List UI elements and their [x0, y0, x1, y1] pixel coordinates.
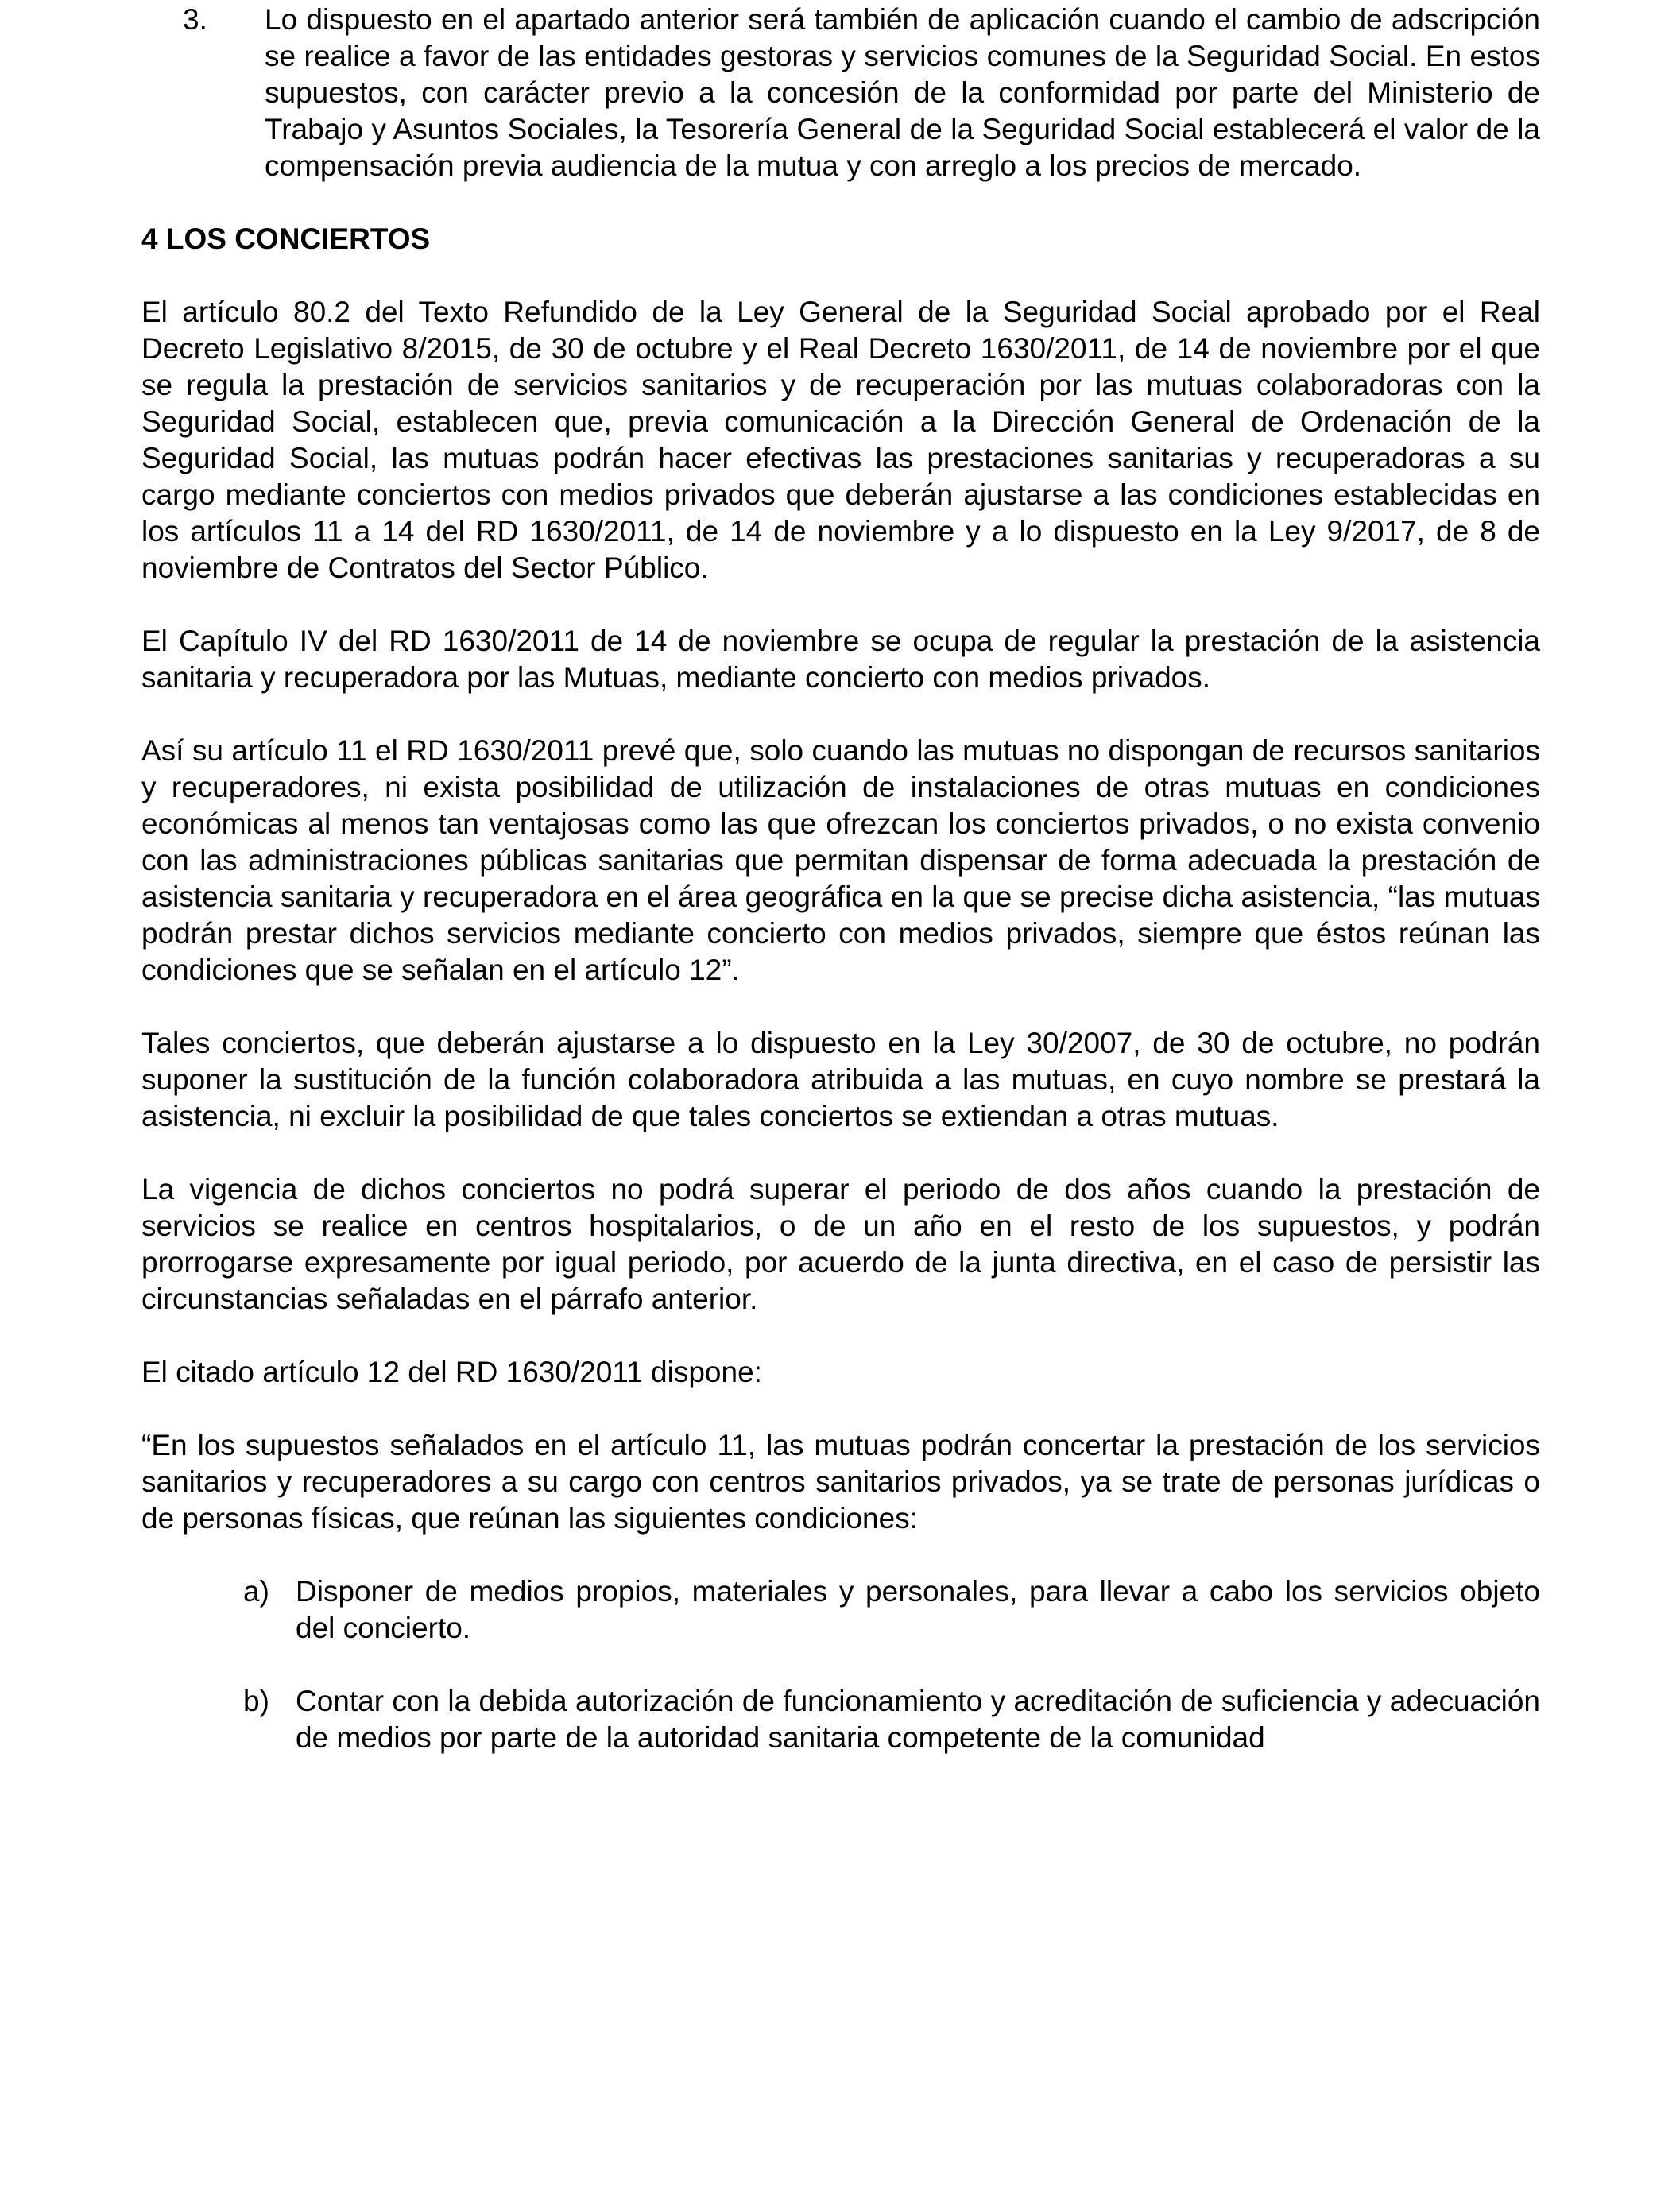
condition-letter: a) [243, 1575, 269, 1608]
numbered-item-3 [141, 2, 1540, 184]
section-heading: 4 LOS CONCIERTOS [141, 223, 431, 255]
paragraph-quote: “En los supuestos señalados en el artículo 11, las mutuas podrán concertar la prestación de los servicios sanitarios y recuperadores a su cargo con centros sanitarios privados, ya se trate de personas jurídicas o de personas físicas, que reúnan las siguientes condiciones: [141, 1429, 1540, 1535]
paragraph-vigencia: La vigencia de dichos conciertos no podrá superar el periodo de dos años cuando la prestación de servicios se realice en centros hospitalarios, o de un año en el resto de los supuestos, y podrán prorrogarse expresamente por igual periodo, por acuerdo de la junta directiva, en el caso de persistir las circunstancias señaladas en el párrafo anterior. [141, 1173, 1540, 1315]
paragraph-capitulo-iv: El Capítulo IV del RD 1630/2011 de 14 de noviembre se ocupa de regular la prestación de la asistencia sanitaria y recuperadora por las Mutuas, mediante concierto con medios privados. [141, 625, 1540, 694]
item-text: Lo dispuesto en el apartado anterior será también de aplicación cuando el cambio de adscripción se realice a favor de las entidades gestoras y servicios comunes de la Seguridad Social. En estos supuestos, con carácter previo a la concesión de la conformidad por parte del Ministerio de Trabajo y Asuntos Sociales, la Tesorería General de la Seguridad Social establecerá el valor de la compensación previa audiencia de la mutua y con arreglo a los precios de mercado. [265, 3, 1540, 182]
paragraph-articulo-11: Así su artículo 11 el RD 1630/2011 prevé que, solo cuando las mutuas no dispongan de recursos sanitarios y recuperadores, ni exista posibilidad de utilización de instalaciones de otras mutuas en condiciones económicas al menos tan ventajosas como las que ofrezcan los conciertos privados, o no exista convenio con las administraciones públicas sanitarias que permitan dispensar de forma adecuada la prestación de asistencia sanitaria y recuperadora en el área geográfica en la que se precise dicha asistencia, “las mutuas podrán prestar dichos servicios mediante concierto con medios privados, siempre que éstos reúnan las condiciones que se señalan en el artículo 12”. [141, 734, 1540, 986]
condition-letter: b) [243, 1685, 269, 1717]
condition-item-a [141, 1573, 1540, 1647]
condition-item-b [141, 1683, 1540, 1756]
item-number: 3. [183, 3, 207, 36]
condition-text: Disponer de medios propios, materiales y personales, para llevar a cabo los servicios objeto del concierto. [296, 1575, 1540, 1644]
paragraph-articulo-80: El artículo 80.2 del Texto Refundido de la Ley General de la Seguridad Social aprobado por el Real Decreto Legislativo 8/2015, de 30 de octubre y el Real Decreto 1630/2011, de 14 de noviembre por el que se regula la prestación de servicios sanitarios y de recuperación por las mutuas colaboradoras con la Seguridad Social, establecen que, previa comunicación a la Dirección General de Ordenación de la Seguridad Social, las mutuas podrán hacer efectivas las prestaciones sanitarias y recuperadoras a su cargo mediante conciertos con medios privados que deberán ajustarse a las condiciones establecidas en los artículos 11 a 14 del RD 1630/2011, de 14 de noviembre y a lo dispuesto en la Ley 9/2017, de 8 de noviembre de Contratos del Sector Público. [141, 296, 1540, 584]
paragraph-tales-conciertos: Tales conciertos, que deberán ajustarse a lo dispuesto en la Ley 30/2007, de 30 de octubre, no podrán suponer la sustitución de la función colaboradora atribuida a las mutuas, en cuyo nombre se prestará la asistencia, ni excluir la posibilidad de que tales conciertos se extiendan a otras mutuas. [141, 1027, 1540, 1132]
document-body [141, 2, 1540, 1756]
paragraph-articulo-12-intro: El citado artículo 12 del RD 1630/2011 dispone: [141, 1356, 762, 1388]
condition-text: Contar con la debida autorización de funcionamiento y acreditación de suficiencia y adecuación de medios por parte de la autoridad sanitaria competente de la comunidad [296, 1685, 1540, 1754]
